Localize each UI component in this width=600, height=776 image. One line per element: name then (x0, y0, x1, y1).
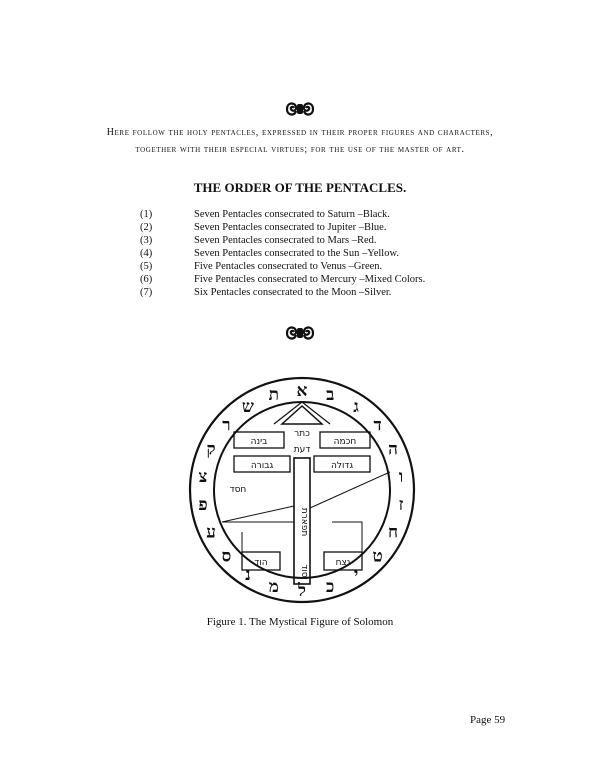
diagonal-line (222, 506, 294, 522)
solomon-figure (182, 372, 422, 613)
ring-letter: ל (298, 581, 306, 601)
section-title: THE ORDER OF THE PENTACLES. (193, 180, 407, 195)
ring-letter: כ (326, 576, 335, 597)
list-item (140, 286, 425, 299)
ring-letter: צ (198, 466, 208, 487)
ring-letter: ד (373, 415, 382, 436)
ring-letter: ש (241, 396, 254, 417)
ring-letter: נ (245, 565, 251, 586)
list-item (140, 208, 425, 221)
label-keter: כתר (294, 429, 310, 439)
ring-letter: מ (268, 576, 279, 597)
list-item-text: Five Pentacles consecrated to Venus –Green. (194, 261, 383, 272)
ring-letter: ס (221, 546, 232, 567)
label-tiphareth: תפארת (299, 507, 309, 537)
label-netzach: נצח (335, 558, 351, 568)
ring-letter: ב (326, 385, 335, 406)
list-item (140, 221, 425, 234)
list-item-number: (4) (140, 248, 153, 259)
ring-letter: ע (206, 522, 216, 543)
list-item-number: (7) (140, 287, 153, 298)
list-item-number: (5) (140, 261, 153, 272)
crown-triangle (282, 406, 322, 424)
ring-letter: ה (388, 439, 398, 460)
pentacle-list (140, 208, 425, 299)
ring-letter: א (296, 381, 308, 401)
label-yesod: יסוד (299, 564, 309, 580)
ring-letter: ו (398, 466, 404, 487)
ring-letter: ז (398, 495, 404, 516)
sephiroth-labels (230, 429, 357, 580)
ring-letter: פ (198, 495, 208, 516)
ring-letter: ח (387, 522, 399, 543)
label-chesed: חסד (229, 485, 247, 495)
scroll-ornament-icon (283, 100, 317, 123)
list-item-text: Seven Pentacles consecrated to the Sun –Yellow. (194, 248, 400, 259)
ring-letter: ת (268, 385, 279, 406)
figure-caption: Figure 1. The Mystical Figure of Solomon (206, 616, 394, 628)
list-item-text: Five Pentacles consecrated to Mercury –Mixed Colors. (194, 274, 426, 285)
ring-letter: ג (353, 396, 359, 417)
list-item-number: (1) (140, 209, 153, 220)
list-item-text: Six Pentacles consecrated to the Moon –Silver. (194, 287, 392, 298)
label-daath: דעת (293, 445, 311, 455)
ring-letter: ק (206, 439, 216, 460)
label-gedulah: גדולה (330, 461, 354, 471)
intro-paragraph: Here follow the holy pentacles, expressed in their proper figures and characters, together with their especial virtues; for the use of the master of art. (106, 127, 494, 155)
ring-letter: י (353, 565, 359, 586)
list-item (140, 247, 425, 260)
page-number: Page 59 (470, 714, 506, 726)
label-geburah: גבורה (250, 461, 274, 471)
diagonal-line (310, 472, 390, 508)
list-item-text: Seven Pentacles consecrated to Mars –Red. (194, 235, 377, 246)
scroll-ornament-icon (283, 324, 317, 347)
label-binah: בינה (250, 437, 268, 447)
list-item (140, 234, 425, 247)
label-hod: הוד (254, 558, 268, 568)
ring-letter: ר (222, 415, 231, 436)
list-item-number: (3) (140, 235, 153, 246)
list-item-text: Seven Pentacles consecrated to Saturn –Black. (194, 209, 390, 220)
list-item (140, 260, 425, 273)
mystical-figure-diagram (182, 372, 422, 608)
ring-letter: ט (372, 546, 383, 567)
list-item-number: (6) (140, 274, 153, 285)
list-item (140, 273, 425, 286)
list-item-text: Seven Pentacles consecrated to Jupiter –Blue. (194, 222, 387, 233)
label-chokmah: חכמה (333, 437, 357, 447)
list-item-number: (2) (140, 222, 153, 233)
